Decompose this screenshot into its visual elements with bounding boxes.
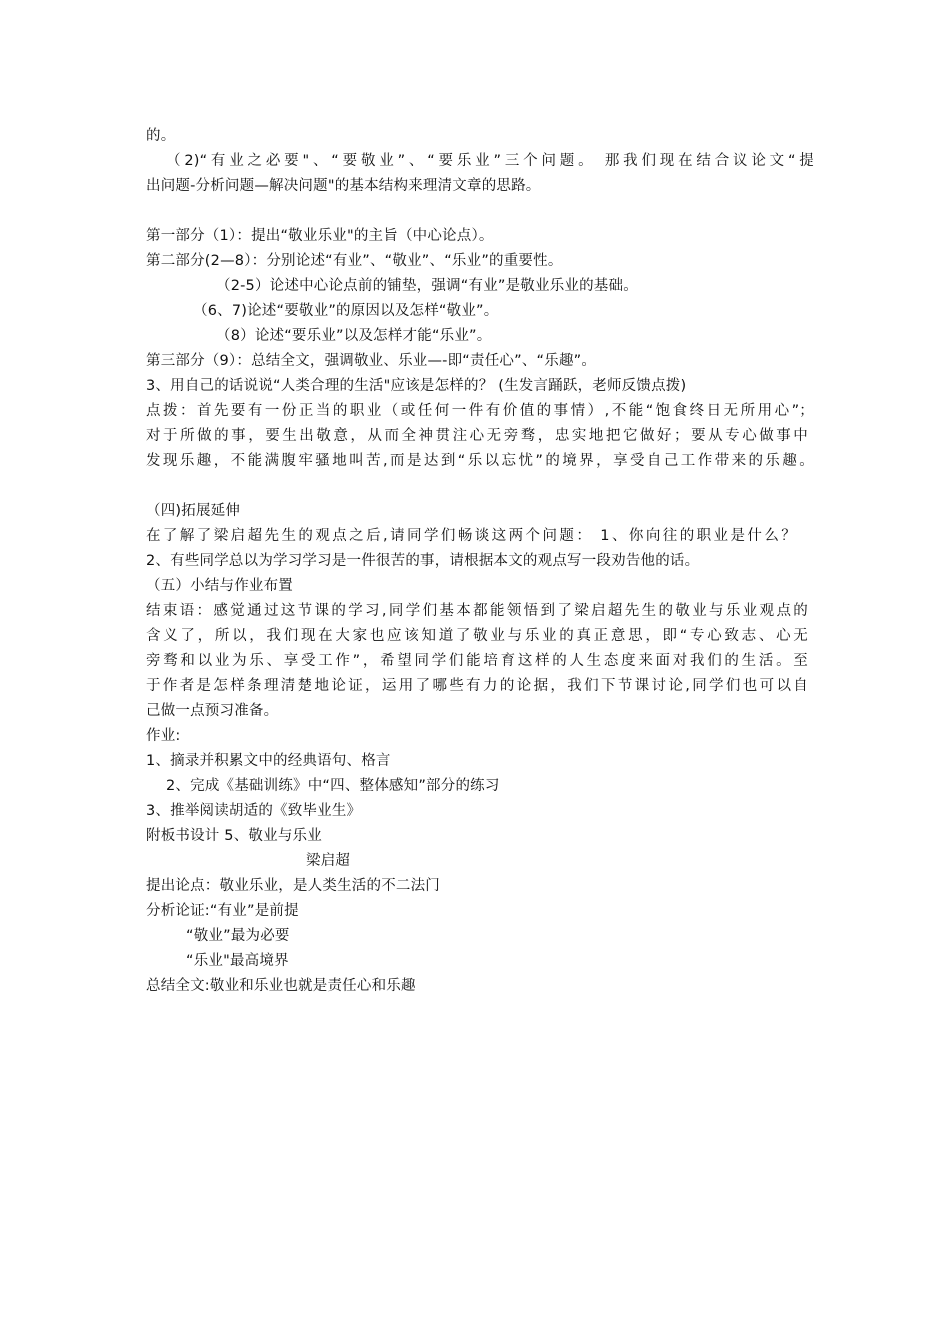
text-line: 提出论点：敬业乐业，是人类生活的不二法门 [146, 878, 440, 894]
text-line: 3、用自己的话说说“人类合理的生活"应该是怎样的？ (生发言踊跃，老师反馈点拨) [146, 378, 687, 394]
text-line: 2、有些同学总以为学习学习是一件很苦的事，请根据本文的观点写一段劝告他的话。 [146, 553, 700, 569]
homework-item: 2、完成《基础训练》中“四、整体感知”部分的练习 [166, 778, 500, 794]
text-line: 含义了，所以，我们现在大家也应该知道了敬业与乐业的真正意思，即“专心致志、心无 [146, 628, 808, 644]
text-line: （2-5）论述中心论点前的铺垫，强调“有业”是敬业乐业的基础。 [216, 278, 638, 294]
text-line: （8）论述“要乐业”以及怎样才能“乐业”。 [216, 328, 492, 344]
text-line: 在了解了梁启超先生的观点之后,请同学们畅谈这两个问题： 1、你向往的职业是什么？ [146, 528, 796, 544]
homework-item: 3、推举阅读胡适的《致毕业生》 [146, 803, 362, 819]
homework-item: 1、摘录并积累文中的经典语句、格言 [146, 753, 391, 769]
section-heading: （五）小结与作业布置 [146, 578, 293, 594]
board-design-title: 附板书设计 5、敬业与乐业 [146, 828, 322, 844]
text-line: 分析论证:“有业”是前提 [146, 903, 299, 919]
text-line: “敬业”最为必要 [186, 928, 290, 944]
text-line: 出问题-分析问题—解决问题"的基本结构来理清文章的思路。 [146, 178, 541, 194]
section-heading: （四)拓展延伸 [146, 503, 241, 519]
text-line: 第二部分(2—8）：分别论述“有业”、“敬业”、“乐业”的重要性。 [146, 253, 563, 269]
text-line: 点拨：首先要有一份正当的职业（或任何一件有价值的事情）,不能“饱食终日无所用心”； [146, 403, 814, 419]
text-line: 总结全文:敬业和乐业也就是责任心和乐趣 [146, 978, 416, 994]
homework-heading: 作业: [146, 728, 181, 744]
text-line: （2)“有业之必要"、“要敬业”、“要乐业”三个问题。 那我们现在结合议论文“提 [166, 153, 814, 169]
text-line: （6、7)论述“要敬业”的原因以及怎样“敬业”。 [193, 303, 499, 319]
text-line: 第一部分（1）：提出“敬业乐业"的主旨（中心论点）。 [146, 228, 494, 244]
text-line: 第三部分（9）：总结全文，强调敬业、乐业—-即“责任心”、“乐趣”。 [146, 353, 597, 369]
text-line: 旁骛和以业为乐、享受工作”，希望同学们能培育这样的人生态度来面对我们的生活。至 [146, 653, 808, 669]
text-line: 的。 [146, 128, 176, 144]
text-line: 发现乐趣，不能满腹牢骚地叫苦,而是达到“乐以忘忧”的境界，享受自己工作带来的乐趣。 [146, 453, 814, 469]
text-line: “乐业"最高境界 [186, 953, 289, 969]
text-line: 于作者是怎样条理清楚地论证，运用了哪些有力的论据，我们下节课讨论,同学们也可以自 [146, 678, 808, 694]
text-line: 己做一点预习准备。 [146, 703, 279, 719]
text-line: 结束语：感觉通过这节课的学习,同学们基本都能领悟到了梁启超先生的敬业与乐业观点的 [146, 603, 808, 619]
text-line: 对于所做的事，要生出敬意，从而全神贯注心无旁骛，忠实地把它做好；要从专心做事中 [146, 428, 808, 444]
author-name: 梁启超 [306, 853, 351, 869]
